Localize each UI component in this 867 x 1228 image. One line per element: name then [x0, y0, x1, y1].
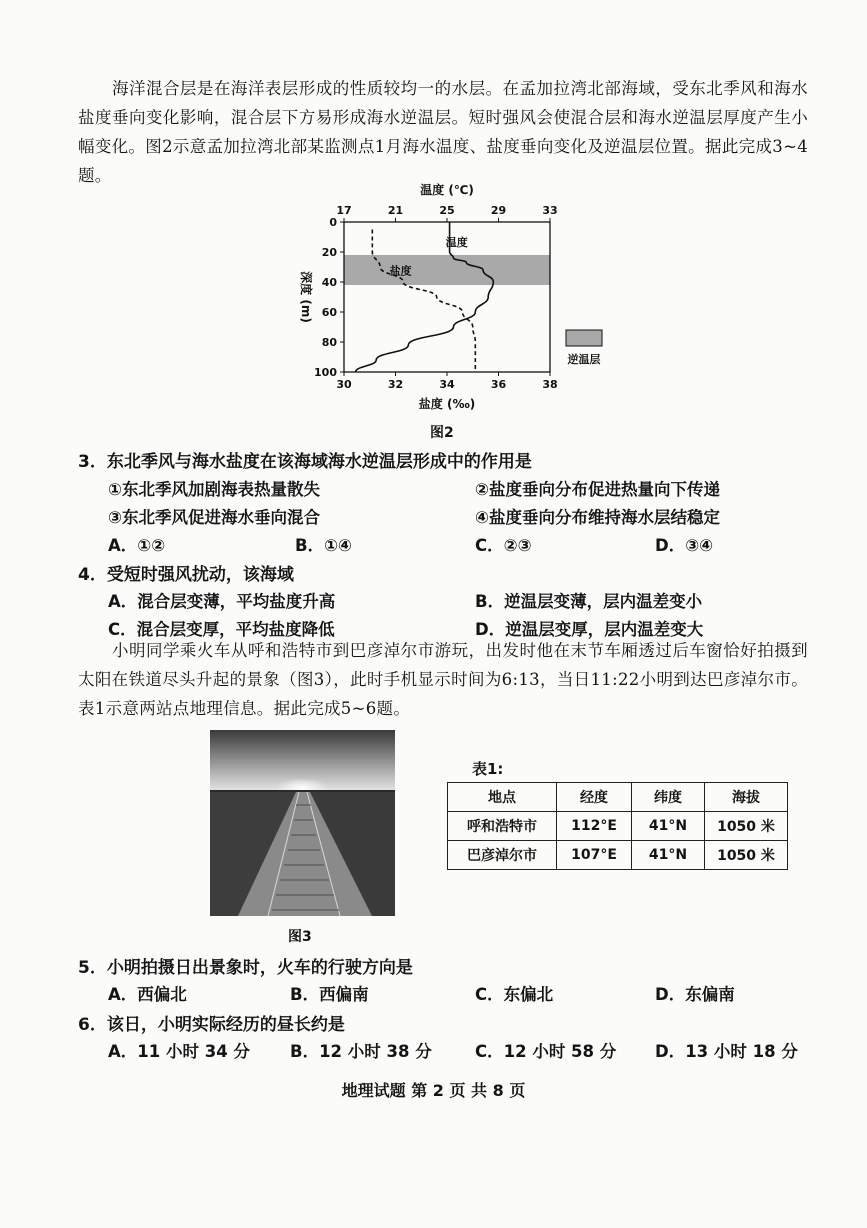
table-1-label: 表1: [472, 760, 504, 778]
q3-option-b[interactable]: B．①④ [295, 536, 353, 555]
q6-option-d[interactable]: D．13 小时 18 分 [655, 1042, 798, 1061]
q3-option-c[interactable]: C．②③ [475, 536, 532, 555]
table-cell: 41°N [632, 812, 705, 841]
legend-label: 逆温层 [567, 353, 601, 366]
y-axis-tick-label: 100 [314, 366, 337, 379]
bottom-axis-tick-label: 38 [542, 378, 558, 391]
sunrise-railway-photo [210, 730, 395, 916]
bottom-axis-tick-label: 30 [336, 378, 352, 391]
table-cell: 呼和浩特市 [448, 812, 557, 841]
y-axis-tick-label: 0 [329, 216, 337, 229]
top-axis-tick-label: 29 [490, 204, 507, 217]
top-axis-label: 温度 (℃) [420, 183, 474, 197]
q4-option-d[interactable]: D．逆温层变厚，层内温差变大 [475, 620, 704, 639]
q4-option-b[interactable]: B．逆温层变薄，层内温差变小 [475, 592, 703, 611]
table-cell: 1050 米 [705, 812, 788, 841]
top-axis-tick-label: 33 [542, 204, 558, 217]
top-axis-tick-label: 25 [439, 204, 455, 217]
q4-option-a[interactable]: A．混合层变薄，平均盐度升高 [108, 592, 336, 611]
y-axis-tick-label: 80 [321, 336, 337, 349]
q5-option-b[interactable]: B．西偏南 [290, 985, 369, 1004]
table-cell: 41°N [632, 841, 705, 870]
y-axis-tick-label: 20 [321, 246, 337, 259]
bottom-axis-tick-label: 34 [439, 378, 455, 391]
q4-option-c[interactable]: C．混合层变厚，平均盐度降低 [108, 620, 335, 639]
q6-option-c[interactable]: C．12 小时 58 分 [475, 1042, 617, 1061]
temperature-line [356, 222, 494, 372]
q4-stem: 4．受短时强风扰动，该海域 [78, 565, 294, 585]
passage-1: 海洋混合层是在海洋表层形成的性质较均一的水层。在孟加拉湾北部海域，受东北季风和海水盐度垂向变化影响，混合层下方易形成海水逆温层。短时强风会使混合层和海水逆温层厚度产生小幅变化。图2示意孟加拉湾北部某监测点1月海水温度、盐度垂向变化及逆温层位置。据此完成3~4题。 [78, 79, 808, 185]
q5-option-a[interactable]: A．西偏北 [108, 985, 187, 1004]
q6-stem: 6．该日，小明实际经历的昼长约是 [78, 1015, 345, 1035]
q6-option-a[interactable]: A．11 小时 34 分 [108, 1042, 250, 1061]
table-header: 地点 [448, 783, 557, 812]
table-cell: 107°E [557, 841, 632, 870]
table-header: 海拔 [705, 783, 788, 812]
page-footer: 地理试题 第 2 页 共 8 页 [341, 1081, 526, 1100]
table-cell: 巴彦淖尔市 [448, 841, 557, 870]
top-axis-tick-label: 21 [387, 204, 404, 217]
q3-option-a[interactable]: A．①② [108, 536, 166, 555]
table-1 [447, 782, 788, 870]
q3-item-3: ③东北季风促进海水垂向混合 [108, 508, 320, 527]
y-axis-tick-label: 60 [321, 306, 337, 319]
table-header: 纬度 [632, 783, 705, 812]
figure-2-caption: 图2 [430, 425, 454, 441]
q3-item-1: ①东北季风加剧海表热量散失 [108, 480, 320, 499]
q6-option-b[interactable]: B．12 小时 38 分 [290, 1042, 432, 1061]
table-row [448, 812, 788, 841]
table-cell: 1050 米 [705, 841, 788, 870]
y-axis-tick-label: 40 [321, 276, 337, 289]
q3-item-4: ④盐度垂向分布维持海水层结稳定 [475, 508, 720, 527]
bottom-axis-tick-label: 36 [490, 378, 507, 391]
temperature-series-label: 温度 [445, 236, 468, 249]
inversion-layer-band [344, 255, 550, 285]
table-header: 经度 [557, 783, 632, 812]
y-axis-label: 深度 (m) [299, 271, 313, 323]
legend-swatch [566, 330, 602, 346]
salinity-line [372, 230, 475, 373]
q3-option-d[interactable]: D．③④ [655, 536, 714, 555]
q3-stem: 3．东北季风与海水盐度在该海域海水逆温层形成中的作用是 [78, 452, 532, 472]
bottom-axis-tick-label: 32 [387, 378, 404, 391]
bottom-axis-label: 盐度 (‰) [418, 397, 476, 411]
figure-2-chart [280, 180, 640, 420]
q5-stem: 5．小明拍摄日出景象时，火车的行驶方向是 [78, 958, 413, 978]
passage-2: 小明同学乘火车从呼和浩特市到巴彦淖尔市游玩，出发时他在末节车厢透过后车窗恰好拍摄到太阳在铁道尽头升起的景象（图3），此时手机显示时间为6:13，当日11:22小明到达巴彦淖尔市。表1示意两站点地理信息。据此完成5~6题。 [78, 641, 808, 718]
table-cell: 112°E [557, 812, 632, 841]
table-row [448, 841, 788, 870]
q5-option-c[interactable]: C．东偏北 [475, 985, 554, 1004]
figure-3-caption: 图3 [288, 929, 312, 945]
top-axis-tick-label: 17 [336, 204, 352, 217]
q3-item-2: ②盐度垂向分布促进热量向下传递 [475, 480, 720, 499]
q5-option-d[interactable]: D．东偏南 [655, 985, 735, 1004]
salinity-series-label: 盐度 [389, 264, 412, 278]
